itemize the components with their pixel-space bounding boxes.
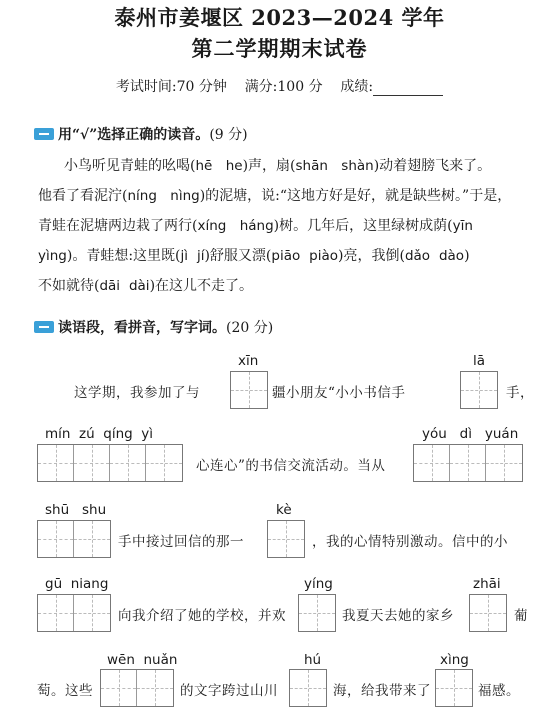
grade-label: 成绩: (340, 79, 374, 95)
option-he2[interactable]: he (225, 158, 243, 174)
answer-box-shu-shu[interactable] (37, 520, 111, 558)
option-he1[interactable]: hē (195, 158, 213, 174)
text-t10: 萄。这些 (37, 683, 93, 699)
answer-box-wen-nuan[interactable] (100, 669, 174, 707)
exam-info-line (0, 76, 559, 96)
section1-heading (34, 124, 248, 144)
section1-title: 用“√”选择正确的读音。 (58, 127, 210, 143)
para-line-2: 他看了看泥泞(níng nìng)的泥塘，说:“这地方好是好，就是缺些树。”于是， (38, 188, 512, 204)
text-t4: 心连心”的书信交流活动。当从 (196, 458, 386, 474)
option-piao1[interactable]: piāo (271, 248, 301, 264)
text-t6: ，我的心情特别激动。信中的小 (312, 534, 508, 550)
pinyin-xing: xìng (440, 652, 469, 668)
pinyin-xin: xīn (238, 353, 259, 369)
option-ji2[interactable]: jí (196, 248, 205, 264)
section2-heading (34, 317, 273, 337)
pinyin-shu-shu: shū shu (45, 502, 107, 518)
answer-box-you-di-yuan[interactable] (413, 444, 523, 482)
exam-time: 考试时间:70 分钟 (115, 79, 227, 95)
pinyin-ke: kè (276, 502, 292, 518)
option-yin[interactable]: yīn (452, 218, 473, 234)
section-bar-icon (34, 128, 54, 140)
text-t2: 疆小朋友“小小书信手 (272, 385, 406, 401)
pinyin-hu: hú (304, 652, 322, 668)
text-t9: 葡 (514, 608, 528, 624)
text-t3: 手， (506, 385, 534, 401)
answer-box-xin[interactable] (230, 371, 268, 409)
option-dao2[interactable]: dào (438, 248, 465, 264)
text-t13: 福感。 (478, 683, 520, 699)
section2-points: (20 分) (226, 320, 274, 336)
full-score: 满分:100 分 (244, 79, 323, 95)
option-ning1[interactable]: níng (127, 188, 157, 204)
answer-box-hu[interactable] (289, 669, 327, 707)
pinyin-you-di-yuan: yóu dì yuán (422, 426, 519, 442)
section1-paragraph (64, 151, 559, 181)
option-ji1[interactable]: jì (180, 248, 189, 264)
option-dai1[interactable]: dāi (99, 278, 121, 294)
option-dao1[interactable]: dǎo (404, 248, 431, 264)
option-hang[interactable]: háng (239, 218, 274, 234)
text-t7: 向我介绍了她的学校，并欢 (118, 608, 286, 624)
text-t5: 手中接过回信的那一 (118, 534, 244, 550)
section-bar-icon (34, 321, 54, 333)
pinyin-wen-nuan: wēn nuǎn (107, 652, 178, 668)
pinyin-zhai: zhāi (473, 576, 501, 592)
answer-box-la[interactable] (460, 371, 498, 409)
option-dai2[interactable]: dài (128, 278, 150, 294)
option-ying[interactable]: yìng (38, 248, 67, 264)
exam-title-line2: 第二学期期末试卷 (191, 36, 368, 61)
option-shan2[interactable]: shàn (341, 158, 374, 174)
answer-box-min-zu-qing-yi[interactable] (37, 444, 183, 482)
option-piao2[interactable]: piào (309, 248, 339, 264)
text-t11: 的文字跨过山川 (180, 683, 278, 699)
section1-paragraph-cont (38, 181, 543, 301)
option-xing[interactable]: xíng (197, 218, 227, 234)
para-line-3: 青蛙在泥塘两边栽了两行(xíng háng)树。几年后，这里绿树成荫(yīn (38, 218, 473, 234)
pinyin-min-zu-qing-yi: mín zú qíng yì (45, 426, 154, 442)
answer-box-ying[interactable] (298, 594, 336, 632)
para-line-1: 小鸟听见青蛙的吆喝(hē he)声，扇(shān shàn)动着翅膀飞来了。 (64, 158, 492, 174)
option-ning2[interactable]: nìng (170, 188, 200, 204)
pinyin-la: lā (473, 353, 486, 369)
option-shan1[interactable]: shān (295, 158, 328, 174)
para-line-4: yìng)。青蛙想:这里既(jì jí)舒服又漂(piāo piào)亮，我倒(dǎo dào) (38, 248, 470, 264)
exam-title-line1: 泰州市姜堰区 2023—2024 学年 (114, 5, 445, 30)
text-t1: 这学期，我参加了与 (74, 385, 200, 401)
answer-box-zhai[interactable] (469, 594, 507, 632)
grade-blank[interactable] (373, 81, 443, 96)
answer-box-ke[interactable] (267, 520, 305, 558)
pinyin-gu-niang: gū niang (45, 576, 109, 592)
text-t12: 海，给我带来了 (333, 683, 431, 699)
section2-title: 读语段，看拼音，写字词。 (58, 320, 226, 336)
answer-box-gu-niang[interactable] (37, 594, 111, 632)
para-line-5: 不如就待(dāi dài)在这儿不走了。 (38, 278, 254, 294)
section1-points: (9 分) (209, 127, 248, 143)
pinyin-ying: yíng (304, 576, 333, 592)
answer-box-xing[interactable] (435, 669, 473, 707)
text-t8: 我夏天去她的家乡 (342, 608, 454, 624)
